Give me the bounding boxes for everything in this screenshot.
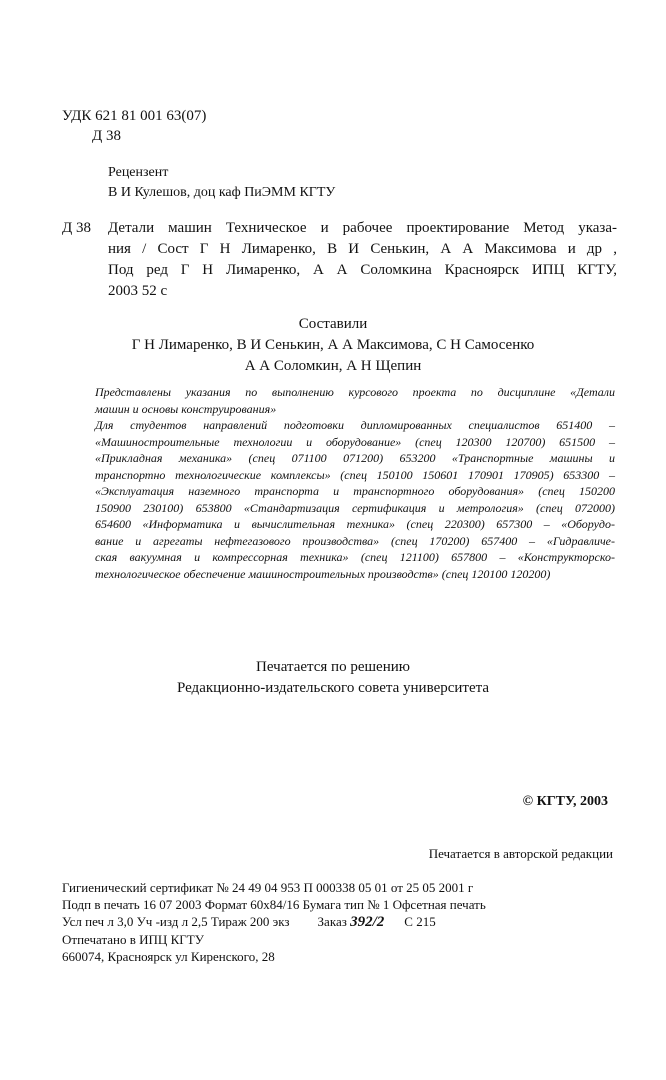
annotation-line: 2003 52 с: [108, 283, 168, 299]
imprint-line: Подп в печать 16 07 2003 Формат 60х84/16 Бумага тип № 1 Офсетная печать: [62, 897, 486, 912]
description-line: ская вакуумная и компрессорная техника» (спец 121100) 657800 – «Конструкторско-: [95, 550, 615, 564]
imprint-line: [62, 913, 486, 931]
page-code: С 215: [404, 914, 436, 929]
bbk-code: Д 38: [92, 128, 121, 144]
compilers-title: Составили: [298, 316, 368, 332]
compilers-line: А А Соломкин, А Н Щепин: [244, 358, 422, 374]
annotation-code: Д 38: [62, 220, 91, 236]
description-line: Представлены указания по выполнению курсового проекта по дисциплине «Детали: [95, 385, 615, 399]
reviewer-name: В И Кулешов, доц каф ПиЭММ КГТУ: [108, 185, 336, 200]
annotation-line: Детали машин Техническое и рабочее проектирование Метод указа-: [108, 220, 617, 236]
udk-block: [62, 106, 206, 146]
reviewer-label: Рецензент: [108, 165, 169, 180]
imprint-line: 660074, Красноярск ул Киренского, 28: [62, 949, 275, 964]
description-line: технологическое обеспечение машиностроительных производств» (спец 120100 120200): [95, 566, 551, 581]
imprint-line: Отпечатано в ИПЦ КГТУ: [62, 932, 204, 947]
publication-line: Редакционно-издательского совета университета: [176, 680, 490, 696]
udk-code: УДК 621 81 001 63(07): [62, 108, 207, 124]
description-line: 654600 «Информатика и вычислительная техника» (спец 220300) 657300 – «Оборудо-: [95, 517, 615, 531]
description-line: вание и агрегаты нефтегазового производства» (спец 170200) 657400 – «Гидравличе-: [95, 533, 615, 548]
annotation-line: Под ред Г Н Лимаренко, А А Соломкина Красноярск ИПЦ КГТУ,: [108, 262, 617, 278]
description-line: машин и основы конструирования»: [95, 401, 277, 416]
description-line: «Машиностроительные технологии и оборудование» (спец 120300 120700) 651500 –: [95, 434, 615, 449]
copyright: © КГТУ, 2003: [522, 794, 608, 809]
description-line: Для студентов направлений подготовки дипломированных специалистов 651400 –: [95, 418, 615, 432]
imprint-line: Гигиенический сертификат № 24 49 04 953 П 000338 05 01 от 25 05 2001 г: [62, 880, 474, 895]
order-number-handwritten: 392/2: [350, 914, 385, 930]
publication-line: Печатается по решению: [256, 659, 410, 675]
imprint-block: [62, 879, 486, 965]
compilers-block: [0, 314, 666, 377]
description-block: [95, 384, 615, 582]
publication-block: [0, 657, 666, 699]
description-line: «Эксплуатация наземного транспорта и транспортного оборудования» (спец 150200: [95, 484, 615, 498]
order-label: Заказ: [317, 914, 347, 929]
annotation-line: ния / Сост Г Н Лимаренко, В И Сенькин, А А Максимова и др ,: [108, 241, 617, 257]
annotation-body: [108, 218, 617, 302]
description-line: 150900 230100) 653800 «Стандартизация сертификация и метрология» (спец 072000): [95, 500, 615, 515]
description-line: транспортно технологические комплексы» (спец 150100 150601 170901 170905) 653300 –: [95, 467, 615, 482]
print-volume: Усл печ л 3,0 Уч -изд л 2,5 Тираж 200 экз: [62, 914, 290, 929]
author-edition-note: Печатается в авторской редакции: [428, 846, 613, 861]
description-line: «Прикладная механика» (спец 071100 071200) 653200 «Транспортные машины и: [95, 451, 615, 465]
reviewer-block: [108, 163, 335, 203]
compilers-line: Г Н Лимаренко, В И Сенькин, А А Максимова, С Н Самосенко: [131, 337, 535, 353]
